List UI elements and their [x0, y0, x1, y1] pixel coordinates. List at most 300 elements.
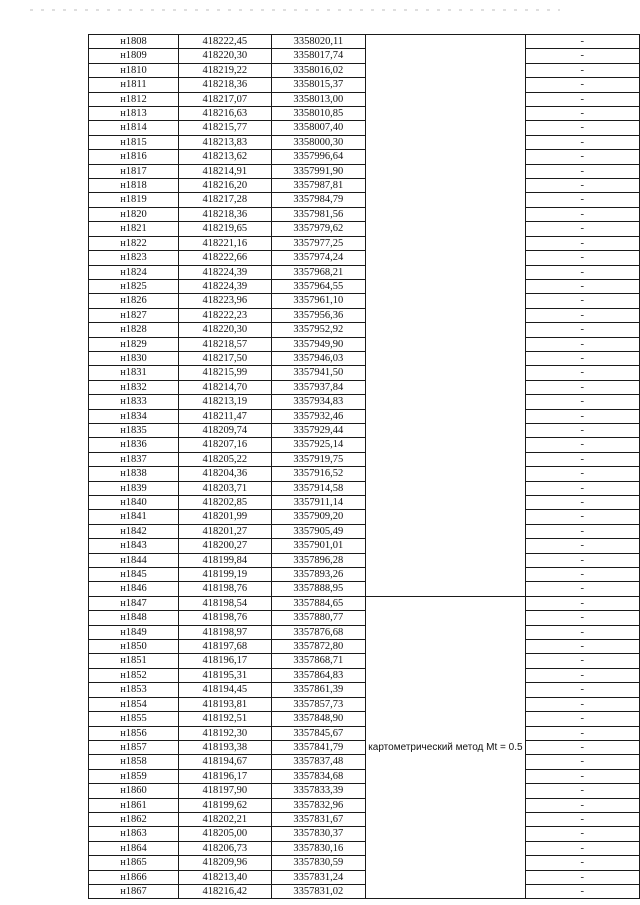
y-coordinate-cell: 3357946,03: [271, 351, 366, 365]
y-coordinate-cell: 3357925,14: [271, 438, 366, 452]
table-row: [89, 395, 640, 409]
point-id-cell: н1846: [89, 582, 179, 596]
dash-cell: -: [525, 539, 639, 553]
x-coordinate-cell: 418201,27: [179, 524, 272, 538]
x-coordinate-cell: 418204,36: [179, 467, 272, 481]
y-coordinate-cell: 3357830,16: [271, 841, 366, 855]
dash-cell: -: [525, 784, 639, 798]
y-coordinate-cell: 3357830,37: [271, 827, 366, 841]
point-id-cell: н1824: [89, 265, 179, 279]
y-coordinate-cell: 3357831,67: [271, 812, 366, 826]
x-coordinate-cell: 418214,91: [179, 164, 272, 178]
y-coordinate-cell: 3357831,24: [271, 870, 366, 884]
y-coordinate-cell: 3357952,92: [271, 323, 366, 337]
x-coordinate-cell: 418194,67: [179, 755, 272, 769]
table-row: [89, 78, 640, 92]
y-coordinate-cell: 3357845,67: [271, 726, 366, 740]
dash-cell: -: [525, 63, 639, 77]
x-coordinate-cell: 418203,71: [179, 481, 272, 495]
dash-cell: -: [525, 553, 639, 567]
table-row: [89, 337, 640, 351]
point-id-cell: н1829: [89, 337, 179, 351]
x-coordinate-cell: 418207,16: [179, 438, 272, 452]
dash-cell: -: [525, 107, 639, 121]
point-id-cell: н1819: [89, 193, 179, 207]
x-coordinate-cell: 418221,16: [179, 236, 272, 250]
dash-cell: -: [525, 366, 639, 380]
table-row: [89, 467, 640, 481]
y-coordinate-cell: 3358017,74: [271, 49, 366, 63]
table-row: [89, 510, 640, 524]
x-coordinate-cell: 418215,99: [179, 366, 272, 380]
table-row: [89, 553, 640, 567]
method-cell-empty: [366, 35, 525, 597]
point-id-cell: н1858: [89, 755, 179, 769]
table-row: [89, 726, 640, 740]
point-id-cell: н1837: [89, 452, 179, 466]
y-coordinate-cell: 3357991,90: [271, 164, 366, 178]
y-coordinate-cell: 3357884,65: [271, 596, 366, 610]
table-row: [89, 366, 640, 380]
table-row: [89, 452, 640, 466]
dash-cell: -: [525, 222, 639, 236]
table-row: [89, 856, 640, 870]
table-row: [89, 611, 640, 625]
y-coordinate-cell: 3357961,10: [271, 294, 366, 308]
point-id-cell: н1867: [89, 884, 179, 898]
x-coordinate-cell: 418197,90: [179, 784, 272, 798]
point-id-cell: н1820: [89, 207, 179, 221]
point-id-cell: н1855: [89, 712, 179, 726]
x-coordinate-cell: 418193,38: [179, 740, 272, 754]
y-coordinate-cell: 3357977,25: [271, 236, 366, 250]
y-coordinate-cell: 3357905,49: [271, 524, 366, 538]
dash-cell: -: [525, 294, 639, 308]
point-id-cell: н1840: [89, 496, 179, 510]
dash-cell: -: [525, 712, 639, 726]
point-id-cell: н1835: [89, 423, 179, 437]
point-id-cell: н1823: [89, 251, 179, 265]
point-id-cell: н1847: [89, 596, 179, 610]
x-coordinate-cell: 418202,85: [179, 496, 272, 510]
x-coordinate-cell: 418224,39: [179, 265, 272, 279]
dash-cell: -: [525, 827, 639, 841]
dash-cell: -: [525, 683, 639, 697]
dash-cell: -: [525, 279, 639, 293]
point-id-cell: н1854: [89, 697, 179, 711]
table-row: [89, 323, 640, 337]
dash-cell: -: [525, 582, 639, 596]
table-row: [89, 251, 640, 265]
y-coordinate-cell: 3357909,20: [271, 510, 366, 524]
table-row: [89, 784, 640, 798]
x-coordinate-cell: 418214,70: [179, 380, 272, 394]
point-id-cell: н1843: [89, 539, 179, 553]
y-coordinate-cell: 3358013,00: [271, 92, 366, 106]
point-id-cell: н1851: [89, 654, 179, 668]
point-id-cell: н1845: [89, 568, 179, 582]
dash-cell: -: [525, 611, 639, 625]
point-id-cell: н1864: [89, 841, 179, 855]
x-coordinate-cell: 418197,68: [179, 640, 272, 654]
x-coordinate-cell: 418223,96: [179, 294, 272, 308]
dash-cell: -: [525, 668, 639, 682]
table-row: [89, 654, 640, 668]
x-coordinate-cell: 418220,30: [179, 49, 272, 63]
point-id-cell: н1838: [89, 467, 179, 481]
dash-cell: -: [525, 726, 639, 740]
table-row: [89, 236, 640, 250]
y-coordinate-cell: 3357911,14: [271, 496, 366, 510]
point-id-cell: н1813: [89, 107, 179, 121]
x-coordinate-cell: 418219,22: [179, 63, 272, 77]
x-coordinate-cell: 418218,57: [179, 337, 272, 351]
point-id-cell: н1810: [89, 63, 179, 77]
point-id-cell: н1866: [89, 870, 179, 884]
y-coordinate-cell: 3357932,46: [271, 409, 366, 423]
table-row: [89, 308, 640, 322]
x-coordinate-cell: 418206,73: [179, 841, 272, 855]
point-id-cell: н1848: [89, 611, 179, 625]
y-coordinate-cell: 3357868,71: [271, 654, 366, 668]
table-row: [89, 568, 640, 582]
dash-cell: -: [525, 452, 639, 466]
point-id-cell: н1818: [89, 179, 179, 193]
x-coordinate-cell: 418211,47: [179, 409, 272, 423]
point-id-cell: н1822: [89, 236, 179, 250]
dash-cell: -: [525, 150, 639, 164]
point-id-cell: н1852: [89, 668, 179, 682]
x-coordinate-cell: 418224,39: [179, 279, 272, 293]
table-row: [89, 841, 640, 855]
table-row: [89, 884, 640, 898]
table-row: [89, 135, 640, 149]
point-id-cell: н1834: [89, 409, 179, 423]
x-coordinate-cell: 418202,21: [179, 812, 272, 826]
y-coordinate-cell: 3357830,59: [271, 856, 366, 870]
x-coordinate-cell: 418222,66: [179, 251, 272, 265]
x-coordinate-cell: 418199,62: [179, 798, 272, 812]
point-id-cell: н1816: [89, 150, 179, 164]
y-coordinate-cell: 3357929,44: [271, 423, 366, 437]
table-row: [89, 481, 640, 495]
y-coordinate-cell: 3357979,62: [271, 222, 366, 236]
x-coordinate-cell: 418194,45: [179, 683, 272, 697]
dash-cell: -: [525, 92, 639, 106]
dash-cell: -: [525, 568, 639, 582]
x-coordinate-cell: 418217,50: [179, 351, 272, 365]
dash-cell: -: [525, 323, 639, 337]
table-row: [89, 107, 640, 121]
x-coordinate-cell: 418217,07: [179, 92, 272, 106]
table-row: [89, 668, 640, 682]
dash-cell: -: [525, 769, 639, 783]
point-id-cell: н1862: [89, 812, 179, 826]
dash-cell: -: [525, 625, 639, 639]
table-row: [89, 294, 640, 308]
table-row: [89, 222, 640, 236]
table-row: [89, 279, 640, 293]
point-id-cell: н1830: [89, 351, 179, 365]
table-row: [89, 351, 640, 365]
dash-cell: -: [525, 380, 639, 394]
dash-cell: -: [525, 884, 639, 898]
dash-cell: -: [525, 337, 639, 351]
table-row: [89, 870, 640, 884]
point-id-cell: н1832: [89, 380, 179, 394]
x-coordinate-cell: 418216,20: [179, 179, 272, 193]
dash-cell: -: [525, 179, 639, 193]
y-coordinate-cell: 3358007,40: [271, 121, 366, 135]
y-coordinate-cell: 3357919,75: [271, 452, 366, 466]
table-row: [89, 164, 640, 178]
point-id-cell: н1844: [89, 553, 179, 567]
x-coordinate-cell: 418209,96: [179, 856, 272, 870]
dash-cell: -: [525, 265, 639, 279]
dash-cell: -: [525, 236, 639, 250]
table-row: [89, 207, 640, 221]
point-id-cell: н1821: [89, 222, 179, 236]
table-row: [89, 755, 640, 769]
y-coordinate-cell: 3357896,28: [271, 553, 366, 567]
dash-cell: -: [525, 697, 639, 711]
dash-cell: -: [525, 841, 639, 855]
dash-cell: -: [525, 640, 639, 654]
x-coordinate-cell: 418217,28: [179, 193, 272, 207]
dash-cell: -: [525, 135, 639, 149]
x-coordinate-cell: 418200,27: [179, 539, 272, 553]
x-coordinate-cell: 418195,31: [179, 668, 272, 682]
y-coordinate-cell: 3357833,39: [271, 784, 366, 798]
x-coordinate-cell: 418205,00: [179, 827, 272, 841]
dash-cell: -: [525, 308, 639, 322]
x-coordinate-cell: 418196,17: [179, 654, 272, 668]
point-id-cell: н1865: [89, 856, 179, 870]
x-coordinate-cell: 418198,54: [179, 596, 272, 610]
dash-cell: -: [525, 467, 639, 481]
y-coordinate-cell: 3358020,11: [271, 35, 366, 49]
scan-noise-line: [30, 9, 560, 11]
y-coordinate-cell: 3357941,50: [271, 366, 366, 380]
point-id-cell: н1856: [89, 726, 179, 740]
point-id-cell: н1828: [89, 323, 179, 337]
dash-cell: -: [525, 856, 639, 870]
point-id-cell: н1842: [89, 524, 179, 538]
x-coordinate-cell: 418215,77: [179, 121, 272, 135]
point-id-cell: н1839: [89, 481, 179, 495]
table-row: [89, 798, 640, 812]
table-row: [89, 712, 640, 726]
method-note-cell: картометрический метод Mt = 0.5: [366, 596, 525, 899]
x-coordinate-cell: 418213,19: [179, 395, 272, 409]
dash-cell: -: [525, 596, 639, 610]
dash-cell: -: [525, 251, 639, 265]
table-row: [89, 193, 640, 207]
x-coordinate-cell: 418192,30: [179, 726, 272, 740]
y-coordinate-cell: 3357937,84: [271, 380, 366, 394]
dash-cell: -: [525, 121, 639, 135]
y-coordinate-cell: 3358000,30: [271, 135, 366, 149]
table-row: [89, 496, 640, 510]
dash-cell: -: [525, 798, 639, 812]
table-row: [89, 625, 640, 639]
y-coordinate-cell: 3357876,68: [271, 625, 366, 639]
x-coordinate-cell: 418209,74: [179, 423, 272, 437]
dash-cell: -: [525, 812, 639, 826]
point-id-cell: н1849: [89, 625, 179, 639]
x-coordinate-cell: 418213,40: [179, 870, 272, 884]
point-id-cell: н1836: [89, 438, 179, 452]
table-row: [89, 438, 640, 452]
table-row: [89, 812, 640, 826]
y-coordinate-cell: 3357872,80: [271, 640, 366, 654]
x-coordinate-cell: 418213,62: [179, 150, 272, 164]
table-row: [89, 683, 640, 697]
point-id-cell: н1857: [89, 740, 179, 754]
table-row: [89, 769, 640, 783]
y-coordinate-cell: 3357893,26: [271, 568, 366, 582]
y-coordinate-cell: 3357916,52: [271, 467, 366, 481]
y-coordinate-cell: 3358015,37: [271, 78, 366, 92]
x-coordinate-cell: 418198,76: [179, 582, 272, 596]
y-coordinate-cell: 3357888,95: [271, 582, 366, 596]
table-row: [89, 582, 640, 596]
table-row: [89, 150, 640, 164]
y-coordinate-cell: 3357880,77: [271, 611, 366, 625]
y-coordinate-cell: 3357861,39: [271, 683, 366, 697]
table-row: [89, 697, 640, 711]
point-id-cell: н1859: [89, 769, 179, 783]
coordinates-table: [88, 34, 640, 899]
point-id-cell: н1812: [89, 92, 179, 106]
x-coordinate-cell: 418216,63: [179, 107, 272, 121]
point-id-cell: н1815: [89, 135, 179, 149]
dash-cell: -: [525, 481, 639, 495]
y-coordinate-cell: 3357996,64: [271, 150, 366, 164]
x-coordinate-cell: 418201,99: [179, 510, 272, 524]
table-row: [89, 409, 640, 423]
x-coordinate-cell: 418213,83: [179, 135, 272, 149]
x-coordinate-cell: 418192,51: [179, 712, 272, 726]
dash-cell: -: [525, 49, 639, 63]
x-coordinate-cell: 418198,97: [179, 625, 272, 639]
dash-cell: -: [525, 193, 639, 207]
x-coordinate-cell: 418193,81: [179, 697, 272, 711]
dash-cell: -: [525, 35, 639, 49]
x-coordinate-cell: 418199,84: [179, 553, 272, 567]
y-coordinate-cell: 3357837,48: [271, 755, 366, 769]
table-row: [89, 524, 640, 538]
table-row: [89, 380, 640, 394]
point-id-cell: н1833: [89, 395, 179, 409]
y-coordinate-cell: 3357864,83: [271, 668, 366, 682]
x-coordinate-cell: 418198,76: [179, 611, 272, 625]
dash-cell: -: [525, 351, 639, 365]
y-coordinate-cell: 3357914,58: [271, 481, 366, 495]
table-row: [89, 179, 640, 193]
point-id-cell: н1860: [89, 784, 179, 798]
point-id-cell: н1841: [89, 510, 179, 524]
dash-cell: -: [525, 510, 639, 524]
y-coordinate-cell: 3357964,55: [271, 279, 366, 293]
table-row: [89, 92, 640, 106]
dash-cell: -: [525, 755, 639, 769]
y-coordinate-cell: 3357901,01: [271, 539, 366, 553]
point-id-cell: н1809: [89, 49, 179, 63]
y-coordinate-cell: 3357857,73: [271, 697, 366, 711]
table-row: [89, 640, 640, 654]
table-row: [89, 35, 640, 49]
table-row: [89, 63, 640, 77]
y-coordinate-cell: 3357832,96: [271, 798, 366, 812]
point-id-cell: н1853: [89, 683, 179, 697]
dash-cell: -: [525, 654, 639, 668]
dash-cell: -: [525, 409, 639, 423]
point-id-cell: н1817: [89, 164, 179, 178]
y-coordinate-cell: 3357831,02: [271, 884, 366, 898]
point-id-cell: н1808: [89, 35, 179, 49]
coordinates-table-body: [89, 35, 640, 899]
point-id-cell: н1825: [89, 279, 179, 293]
y-coordinate-cell: 3357968,21: [271, 265, 366, 279]
x-coordinate-cell: 418205,22: [179, 452, 272, 466]
dash-cell: -: [525, 164, 639, 178]
dash-cell: -: [525, 438, 639, 452]
y-coordinate-cell: 3357974,24: [271, 251, 366, 265]
table-row: [89, 539, 640, 553]
dash-cell: -: [525, 524, 639, 538]
dash-cell: -: [525, 207, 639, 221]
dash-cell: -: [525, 395, 639, 409]
point-id-cell: н1861: [89, 798, 179, 812]
dash-cell: -: [525, 870, 639, 884]
table-row: [89, 827, 640, 841]
dash-cell: -: [525, 496, 639, 510]
table-row: [89, 423, 640, 437]
point-id-cell: н1811: [89, 78, 179, 92]
x-coordinate-cell: 418218,36: [179, 207, 272, 221]
y-coordinate-cell: 3357834,68: [271, 769, 366, 783]
dash-cell: -: [525, 740, 639, 754]
x-coordinate-cell: 418216,42: [179, 884, 272, 898]
point-id-cell: н1814: [89, 121, 179, 135]
y-coordinate-cell: 3357841,79: [271, 740, 366, 754]
x-coordinate-cell: 418220,30: [179, 323, 272, 337]
point-id-cell: н1863: [89, 827, 179, 841]
y-coordinate-cell: 3357984,79: [271, 193, 366, 207]
y-coordinate-cell: 3358010,85: [271, 107, 366, 121]
x-coordinate-cell: 418222,23: [179, 308, 272, 322]
y-coordinate-cell: 3357934,83: [271, 395, 366, 409]
y-coordinate-cell: 3357848,90: [271, 712, 366, 726]
y-coordinate-cell: 3357981,56: [271, 207, 366, 221]
table-row: [89, 49, 640, 63]
dash-cell: -: [525, 423, 639, 437]
x-coordinate-cell: 418196,17: [179, 769, 272, 783]
y-coordinate-cell: 3357956,36: [271, 308, 366, 322]
table-row: [89, 265, 640, 279]
y-coordinate-cell: 3357949,90: [271, 337, 366, 351]
y-coordinate-cell: 3357987,81: [271, 179, 366, 193]
table-row: [89, 596, 640, 610]
x-coordinate-cell: 418222,45: [179, 35, 272, 49]
table-row: [89, 121, 640, 135]
point-id-cell: н1826: [89, 294, 179, 308]
y-coordinate-cell: 3358016,02: [271, 63, 366, 77]
dash-cell: -: [525, 78, 639, 92]
point-id-cell: н1827: [89, 308, 179, 322]
table-row: [89, 740, 640, 754]
